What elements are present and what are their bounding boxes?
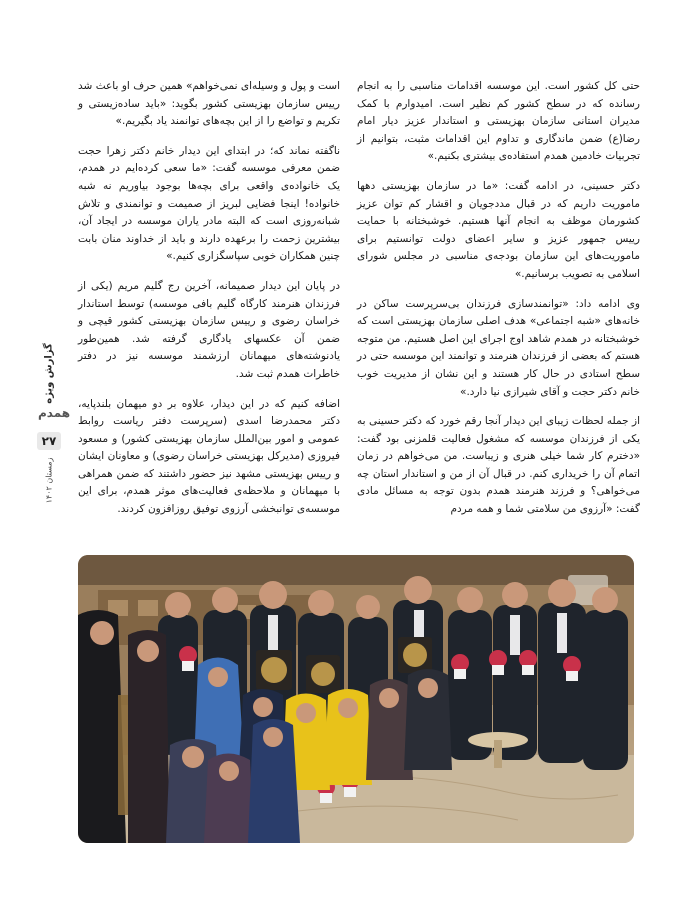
- section-label: گزارش ویژه: [43, 343, 55, 404]
- paragraph: در پایان این دیدار صمیمانه، آخرین رج گلیم مریم (یکی از فرزندان هنرمند کارگاه گلیم بافی موسسه) توسط استاندار خراسان رضوی و رییس سازمان بهزیستی کشور قیچی و ضمن آن عکسهای یادگاری گرفته شد. همین‌طور یادنوشته‌های میهمانان ارزشمند موسسه نیز در دفتر خاطرات همدم ثبت شد.: [78, 279, 340, 380]
- group-photo-illustration: [78, 555, 634, 843]
- paragraph: از جمله لحظات زیبای این دیدار آنجا رقم خورد که دکتر حسینی به یکی از فرزندان موسسه که مشغول فعالیت قلمزنی بود گفت: «دخترم کار شما خیلی هنری و زیباست. من می‌خواهم در زمان اتمام آن را خریداری کنم. در قبال آن از من و استاندار استان چه می‌خواهی؟ و فرزند هنرمند همدم بدون توجه به مسائل مادی گفت: «آرزوی من سلامتی شما و همه مردم: [357, 415, 640, 516]
- paragraph: حتی کل کشور است. این موسسه اقدامات مناسبی را به انجام رسانده که در سطح کشور کم نظیر است. امیدوارم با کمک مدیران استانی سازمان بهزیستی و استاندار عزیز دیار امام رضا(ع) ضمن ماندگاری و تداوم این اقدامات مثبت، بتوانیم از تجربیات خادمین همدم استفاده‌ی بیشتری بکنیم.»: [357, 80, 640, 163]
- paragraph: دکتر حسینی، در ادامه گفت: «ما در سازمان بهزیستی دهها ماموریت داریم که در قبال مددجویان و اقشار کم توان عزیز کشورمان موظف به انجام آنها هستیم. خوشبختانه با حمایت رییس جمهور عزیز و سایر اعضای دولت توانستیم برای ماموریت‌های این سازمان بودجه‌ی مناسبی در مجلس شورای اسلامی به تصویب برسانیم.»: [357, 179, 640, 280]
- text-column-left: [78, 78, 340, 531]
- text-column-right: [357, 78, 640, 531]
- page-number: ۲۷: [37, 432, 61, 450]
- paragraph: ناگفته نماند که؛ در ابتدای این دیدار خانم دکتر زهرا حجت ضمن معرفی موسسه گفت: «ما سعی کرده‌ایم در همدم، یک خانواده‌ی واقعی برای بچه‌ها بوجود بیاوریم نه شبه خانواده! اینجا فضایی لبریز از صمیمت و توانمندی و تلاش شبانه‌روزی است که البته مادر یاران موسسه در ایجاد آن، بیشترین زحمت را برعهده دارند و باید از خداوند منان بابت چنین همکاران خوبی سپاسگزاری کنیم.»: [78, 144, 340, 263]
- group-photo: [78, 555, 634, 843]
- paragraph: اضافه کنیم که در این دیدار، علاوه بر دو میهمان بلندپایه، دکتر محمدرضا اسدی (سرپرست دفتر ریاست روابط عمومی و امور بین‌الملل سازمان بهزیستی کشور) و مسعود فیروزی (مدیرکل بهزیستی خراسان رضوی) و معاونان ایشان و رییس بهزیستی مشهد نیز حضور داشتند که ضمن همراهی با میهمانان و ملاحظه‌ی فعالیت‌های موثر همدم، برای این موسسه‌ی توانبخشی آرزوی توفیق روزافزون کردند.: [78, 397, 340, 516]
- paragraph: وی ادامه داد: «توانمندسازی فرزندان بی‌سرپرست ساکن در خانه‌های «شبه اجتماعی» هدف اصلی سازمان بهزیستی است که خوشبختانه در همدم شاهد اوج اجرای این اصل هستیم. من متوجه هستم که بعضی از فرزندان هنرمند و توانمند این موسسه حتی در سطح استادی در حال کار هستند و این نشان از مدیریت خوب خانم دکتر حجت و آقای شیرازی نیا دارد.»: [357, 297, 640, 398]
- magazine-logo: همدم: [38, 406, 71, 420]
- paragraph: است و پول و وسیله‌ای نمی‌خواهم» همین حرف او باعث شد رییس سازمان بهزیستی کشور بگوید: «باید ساده‌زیستی و تکریم و تواضع را از این بچه‌های توانمند یاد بگیریم.»: [78, 80, 340, 128]
- page-sidebar: [36, 340, 71, 510]
- issue-date: زمستان ۱۴۰۲: [44, 457, 54, 504]
